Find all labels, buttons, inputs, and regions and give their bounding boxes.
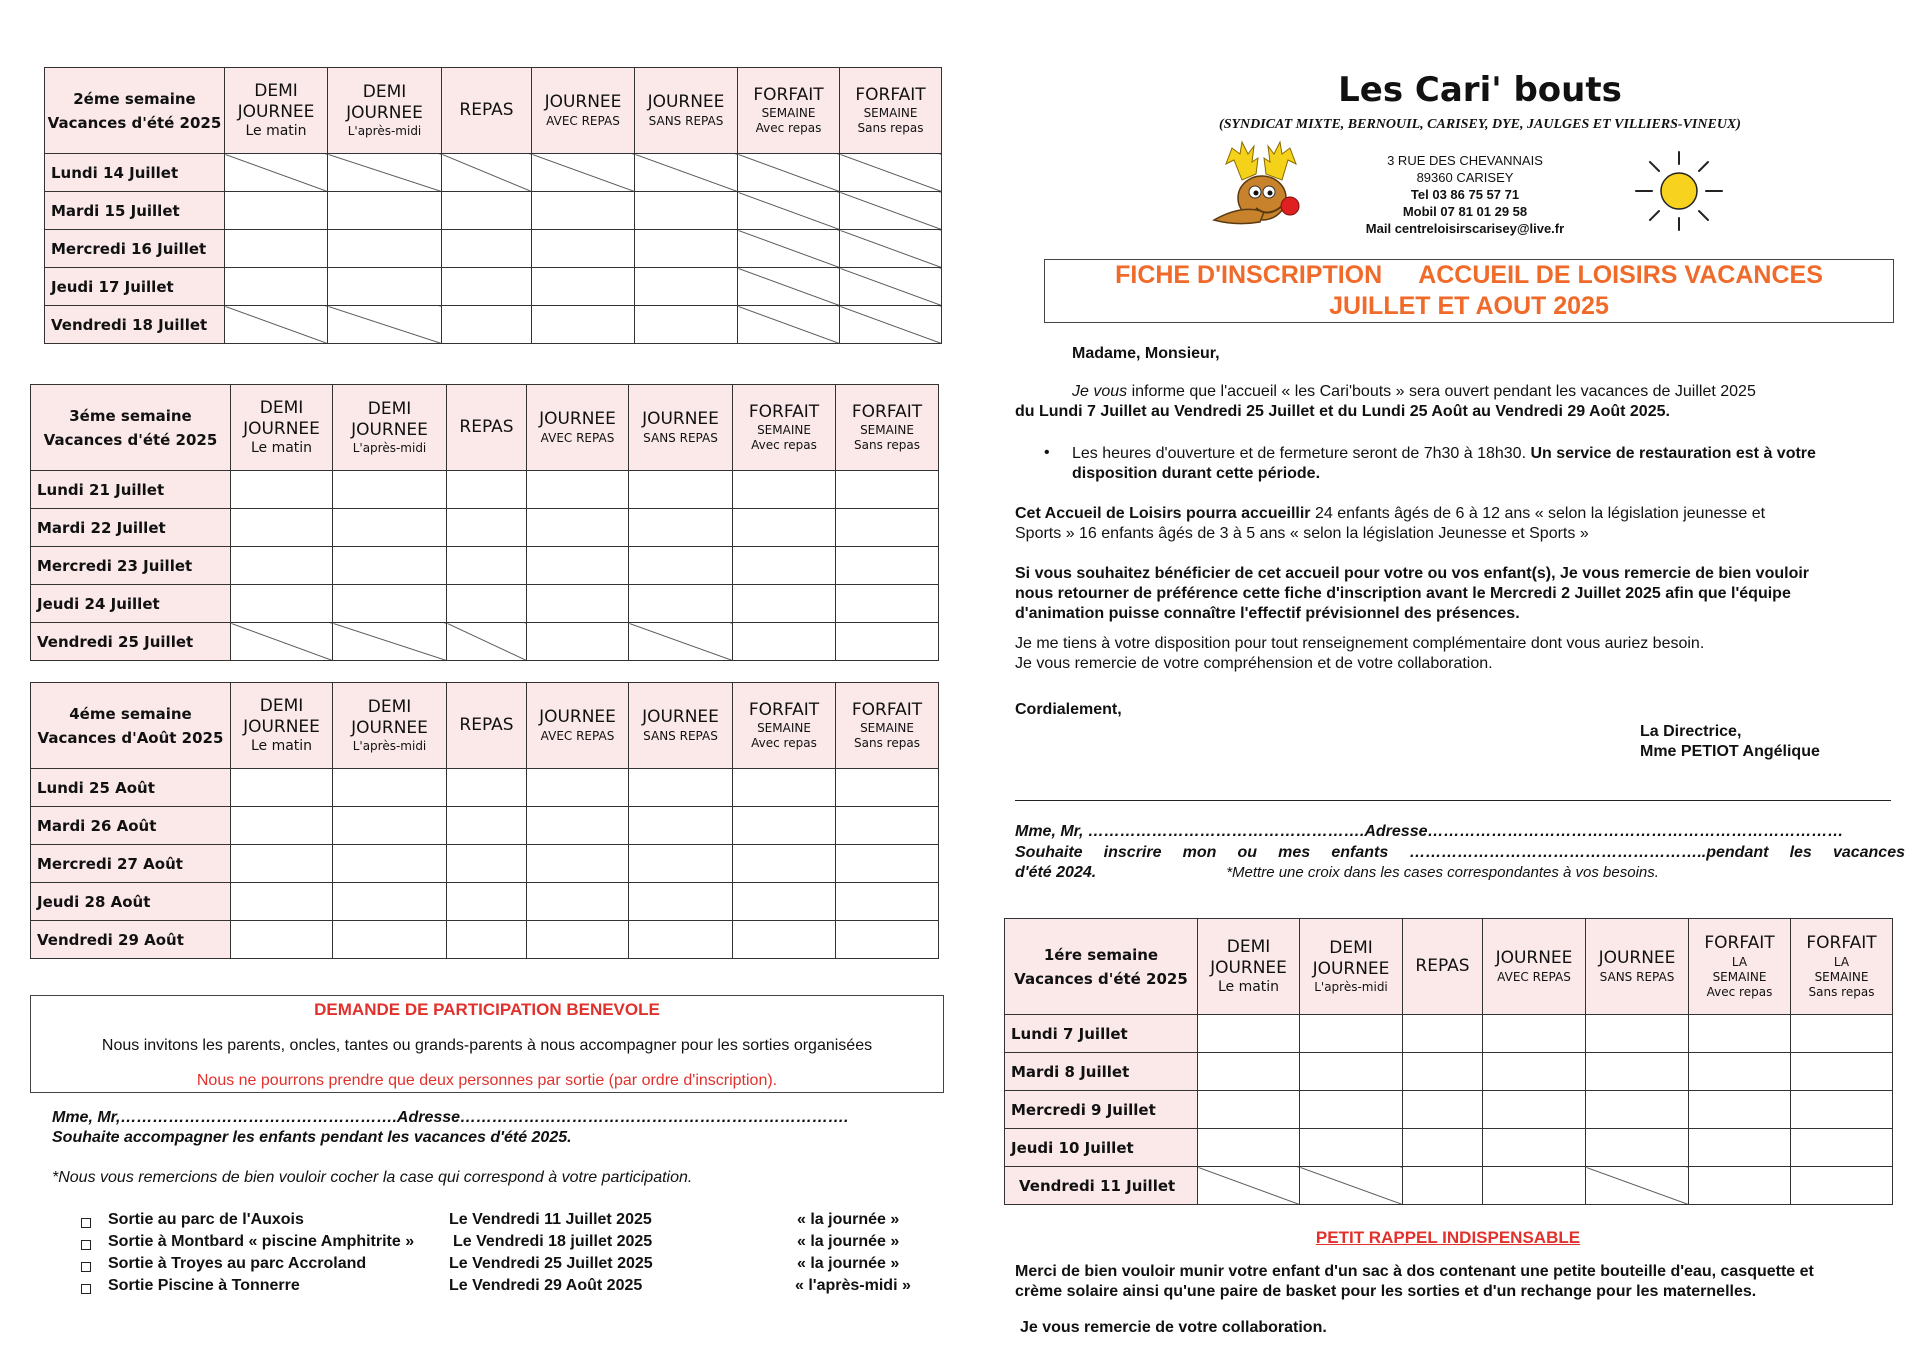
week-header [45,68,225,154]
checkbox-cell[interactable] [527,769,629,807]
day-label: Jeudi 28 Août [31,883,231,921]
checkbox-cell[interactable] [532,268,635,306]
checkbox-cell[interactable] [333,921,447,959]
table-row [1005,1167,1893,1205]
col-forfait-sans-repas: FORFAIT SEMAINE Sans repas [840,68,942,154]
table-row [45,154,942,192]
checkbox-cell[interactable] [836,471,939,509]
checkbox-cell [1586,1167,1689,1205]
checkbox-cell[interactable] [231,509,333,547]
checkbox-cell[interactable] [231,807,333,845]
phone: Tel 03 86 75 57 71 [1410,187,1520,202]
checkbox-cell [738,192,840,230]
checkbox-cell[interactable] [1586,1091,1689,1129]
checkbox-cell[interactable] [333,807,447,845]
checkbox-cell[interactable] [527,471,629,509]
checkbox-cell[interactable] [225,230,328,268]
checkbox-cell[interactable] [1483,1129,1586,1167]
checkbox-cell[interactable] [733,807,836,845]
checkbox-cell[interactable] [733,471,836,509]
table-row [31,883,939,921]
col-repas: REPAS [1403,919,1483,1015]
col-journee-avec-repas: JOURNEE AVEC REPAS [1483,919,1586,1015]
week-period: Vacances d'été 2025 [1014,969,1188,988]
checkbox-cell[interactable] [447,547,527,585]
table-row [45,230,942,268]
sortie-name: Sortie au parc de l'Auxois [108,1211,304,1228]
day-label: Mardi 8 Juillet [1005,1053,1198,1091]
checkbox-cell[interactable] [231,845,333,883]
checkbox-cell[interactable] [733,769,836,807]
col-demi-apres-midi: DEMI JOURNEE L'après-midi [333,683,447,769]
bullet-icon: • [1044,444,1050,461]
sortie-name: Sortie à Troyes au parc Accroland [108,1255,367,1272]
checkbox-cell[interactable] [231,585,333,623]
checkbox-cell[interactable] [635,268,738,306]
day-label: Mercredi 16 Juillet [45,230,225,268]
col-journee-sans-repas: JOURNEE SANS REPAS [635,68,738,154]
mobile: Mobil 07 81 01 29 58 [1402,204,1528,219]
checkbox-cell[interactable] [733,845,836,883]
table-row [31,623,939,661]
checkbox-cell [840,154,942,192]
day-label: Lundi 7 Juillet [1005,1015,1198,1053]
day-label: Vendredi 25 Juillet [31,623,231,661]
col-forfait-avec-repas: FORFAIT SEMAINE Avec repas [738,68,840,154]
checkbox-cell[interactable] [527,845,629,883]
checkbox-cell [840,192,942,230]
benevole-title: DEMANDE DE PARTICIPATION BENEVOLE [314,1000,660,1019]
email[interactable]: Mail centreloisirscarisey@live.fr [1365,221,1565,236]
fiche-period: JUILLET ET AOUT 2025 [1329,292,1609,320]
sortie-date: Le Vendredi 11 Juillet 2025 [449,1211,652,1228]
address-line-1: 3 RUE DES CHEVANNAIS [1387,153,1543,168]
checkbox-cell[interactable] [447,845,527,883]
checkbox-cell[interactable] [1689,1015,1791,1053]
letter-hours: Les heures d'ouverture et de fermeture seront de 7h30 à 18h30. Un service de restauration est à votre [1072,445,1816,462]
checkbox-cell [840,306,942,344]
rappel-text: Merci de bien vouloir munir votre enfant d'un sac à dos contenant une petite bouteille d'eau, casquette et crème solaire ainsi qu'une paire de basket pour les sorties et d'un rechange pour les maternelles. [1015,1263,1814,1300]
checkbox-cell[interactable] [447,883,527,921]
col-journee-avec-repas: JOURNEE AVEC REPAS [527,385,629,471]
checkbox-cell[interactable] [1300,1015,1403,1053]
col-repas: REPAS [447,385,527,471]
col-journee-avec-repas: JOURNEE AVEC REPAS [527,683,629,769]
contact-block [1330,152,1600,237]
benevole-limit: Nous ne pourrons prendre que deux personnes par sortie (par ordre d'inscription). [196,1072,778,1089]
checkbox-cell [738,154,840,192]
checkbox-cell[interactable] [733,623,836,661]
checkbox-cell[interactable] [442,230,532,268]
rappel-title: PETIT RAPPEL INDISPENSABLE [1315,1228,1581,1247]
col-demi-matin: DEMI JOURNEE Le matin [231,385,333,471]
table-row [45,192,942,230]
checkbox-cell[interactable] [1403,1129,1483,1167]
checkbox-cell[interactable] [1483,1167,1586,1205]
checkbox-cell[interactable] [1198,1129,1300,1167]
checkbox-cell[interactable] [328,230,442,268]
table-row [31,769,939,807]
checkbox-cell[interactable] [1791,1129,1893,1167]
checkbox-cell [231,623,333,661]
rappel-thanks: Je vous remercie de votre collaboration. [1020,1319,1327,1336]
week-label: 4éme semaine [69,704,192,723]
table-row [1005,1015,1893,1053]
sortie-period: « la journée » [797,1211,900,1228]
day-label: Lundi 14 Juillet [45,154,225,192]
checkbox-cell[interactable] [1791,1167,1893,1205]
checkbox-cell[interactable] [1198,1015,1300,1053]
checkbox-cell [635,154,738,192]
table-row [31,845,939,883]
registration-form-line[interactable]: Souhaite inscrire mon ou mes enfants ………………………………………………..pendant les vacances [1015,844,1905,861]
col-demi-matin: DEMI JOURNEE Le matin [231,683,333,769]
checkbox-cell[interactable] [527,585,629,623]
checkbox-cell[interactable] [635,192,738,230]
col-forfait-avec-repas: FORFAIT LA SEMAINE Avec repas [1689,919,1791,1015]
col-journee-sans-repas: JOURNEE SANS REPAS [629,385,733,471]
letter-paragraph-1: Je vous informe que l'accueil « les Cari'bouts » sera ouvert pendant les vacances de Juillet 2025 [1072,383,1756,400]
week-label: 3éme semaine [69,406,192,425]
org-title: Les Cari' bouts [1338,70,1622,110]
checkbox-cell[interactable] [635,230,738,268]
checkbox-cell [447,623,527,661]
checkbox-cell[interactable] [447,921,527,959]
checkbox-cell[interactable] [1689,1053,1791,1091]
day-label: Mardi 26 Août [31,807,231,845]
sortie-name: Sortie Piscine à Tonnerre [108,1277,300,1294]
checkbox-cell[interactable] [328,192,442,230]
checkbox-cell [328,154,442,192]
col-repas: REPAS [447,683,527,769]
checkbox-cell [840,268,942,306]
col-demi-apres-midi: DEMI JOURNEE L'après-midi [1300,919,1403,1015]
checkbox-cell[interactable] [836,921,939,959]
checkbox-cell[interactable] [231,883,333,921]
checkbox-cell[interactable] [333,471,447,509]
checkbox-cell [328,306,442,344]
checkbox-cell [840,230,942,268]
col-demi-matin: DEMI JOURNEE Le matin [1198,919,1300,1015]
letter-capacity: Cet Accueil de Loisirs pourra accueillir 24 enfants âgés de 6 à 12 ans « selon la législation jeunesse et [1015,505,1766,522]
checkbox-cell[interactable] [836,623,939,661]
week-header [1005,919,1198,1015]
checkbox-cell[interactable] [629,807,733,845]
sortie-checkbox[interactable] [81,1262,91,1272]
sortie-date: Le Vendredi 29 Août 2025 [449,1277,643,1294]
sortie-period: « la journée » [797,1233,900,1250]
checkbox-cell[interactable] [333,547,447,585]
checkbox-cell [738,268,840,306]
checkbox-cell[interactable] [836,845,939,883]
checkbox-cell[interactable] [836,807,939,845]
checkbox-cell[interactable] [1483,1091,1586,1129]
checkbox-cell[interactable] [527,547,629,585]
sortie-checkbox[interactable] [81,1218,91,1228]
checkbox-cell[interactable] [1791,1091,1893,1129]
col-forfait-sans-repas: FORFAIT LA SEMAINE Sans repas [1791,919,1893,1015]
checkbox-cell[interactable] [629,845,733,883]
checkbox-cell[interactable] [1403,1053,1483,1091]
checkbox-cell[interactable] [629,547,733,585]
day-label: Jeudi 10 Juillet [1005,1129,1198,1167]
checkbox-cell[interactable] [532,306,635,344]
checkbox-cell[interactable] [1791,1015,1893,1053]
day-label: Jeudi 17 Juillet [45,268,225,306]
checkbox-cell[interactable] [1791,1053,1893,1091]
checkbox-cell[interactable] [1403,1091,1483,1129]
letter-dates: du Lundi 7 Juillet au Vendredi 25 Juillet et du Lundi 25 Août au Vendredi 29 Août 2025. [1015,403,1670,420]
day-label: Vendredi 18 Juillet [45,306,225,344]
fiche-subtitle: ACCUEIL DE LOISIRS VACANCES [1418,261,1823,289]
checkbox-cell[interactable] [635,306,738,344]
checkbox-cell[interactable] [527,509,629,547]
checkbox-cell[interactable] [1403,1015,1483,1053]
checkbox-cell[interactable] [733,585,836,623]
col-forfait-sans-repas: FORFAIT SEMAINE Sans repas [836,385,939,471]
checkbox-cell[interactable] [836,585,939,623]
col-demi-apres-midi: DEMI JOURNEE L'après-midi [333,385,447,471]
col-repas: REPAS [442,68,532,154]
checkbox-cell[interactable] [328,268,442,306]
fiche-title-box [1044,259,1894,323]
col-journee-sans-repas: JOURNEE SANS REPAS [1586,919,1689,1015]
checkbox-cell[interactable] [442,268,532,306]
checkbox-cell[interactable] [442,306,532,344]
checkbox-cell [1198,1167,1300,1205]
schedule-table-week-3 [30,384,939,661]
checkbox-cell[interactable] [527,807,629,845]
week-period: Vacances d'Août 2025 [37,728,224,747]
col-journee-sans-repas: JOURNEE SANS REPAS [629,683,733,769]
closing: Cordialement, [1015,701,1122,718]
address-line-2: 89360 CARISEY [1416,170,1514,185]
schedule-table-week-4 [30,682,939,959]
sortie-name: Sortie à Montbard « piscine Amphitrite » [108,1233,415,1250]
checkbox-cell[interactable] [1300,1129,1403,1167]
checkbox-cell [738,230,840,268]
checkbox-cell[interactable] [1689,1091,1791,1129]
table-row [45,306,942,344]
checkbox-cell[interactable] [629,509,733,547]
col-forfait-sans-repas: FORFAIT SEMAINE Sans repas [836,683,939,769]
sortie-checkbox[interactable] [81,1240,91,1250]
table-row [1005,1091,1893,1129]
fiche-title: FICHE D'INSCRIPTION [1115,261,1383,289]
checkbox-cell[interactable] [333,845,447,883]
letter-availability: Je me tiens à votre disposition pour tout renseignement complémentaire dont vous auriez besoin. Je vous remercie de votre compréhension et de votre collaboration. [1015,635,1705,672]
checkbox-cell [629,623,733,661]
col-journee-avec-repas: JOURNEE AVEC REPAS [532,68,635,154]
checkbox-cell[interactable] [836,883,939,921]
checkbox-cell[interactable] [231,471,333,509]
schedule-table-week-2 [44,67,942,344]
table-row [31,471,939,509]
table-row [31,921,939,959]
table-row [45,268,942,306]
checkbox-cell[interactable] [733,921,836,959]
reindeer-logo-icon [1212,140,1336,240]
day-label: Mercredi 23 Juillet [31,547,231,585]
checkbox-cell[interactable] [231,769,333,807]
checkbox-cell[interactable] [333,509,447,547]
checkbox-cell[interactable] [629,921,733,959]
week-header [31,385,231,471]
day-label: Mercredi 9 Juillet [1005,1091,1198,1129]
week-label: 1ére semaine [1043,945,1159,964]
checkbox-cell[interactable] [629,769,733,807]
checkbox-cell[interactable] [1586,1015,1689,1053]
checkbox-cell[interactable] [1586,1129,1689,1167]
checkbox-cell[interactable] [333,883,447,921]
checkbox-cell [1300,1167,1403,1205]
checkbox-cell[interactable] [836,509,939,547]
day-label: Vendredi 29 Août [31,921,231,959]
registration-note: d'été 2024. *Mettre une croix dans les cases correspondantes à vos besoins. [1015,864,1659,881]
sortie-date: Le Vendredi 18 juillet 2025 [453,1233,653,1250]
checkbox-cell [442,154,532,192]
checkbox-cell[interactable] [733,509,836,547]
signature: La Directrice, Mme PETIOT Angélique [1640,723,1820,760]
checkbox-cell[interactable] [527,883,629,921]
benevole-invitation: Nous invitons les parents, oncles, tantes ou grands-parents à nous accompagner pour les sorties organisées [101,1037,873,1054]
letter-capacity-cont: Sports » 16 enfants âgés de 3 à 5 ans « selon la législation Jeunesse et Sports » [1015,525,1589,542]
sortie-period: « la journée » [797,1255,900,1272]
col-forfait-avec-repas: FORFAIT SEMAINE Avec repas [733,385,836,471]
table-row [31,585,939,623]
benevole-note: *Nous vous remercions de bien vouloir cocher la case qui correspond à votre participation. [52,1169,693,1186]
checkbox-cell[interactable] [1586,1053,1689,1091]
day-label: Lundi 21 Juillet [31,471,231,509]
checkbox-cell[interactable] [333,585,447,623]
checkbox-cell[interactable] [1198,1053,1300,1091]
day-label: Vendredi 11 Juillet [1005,1167,1198,1205]
checkbox-cell[interactable] [447,769,527,807]
col-demi-apres-midi: DEMI JOURNEE L'après-midi [328,68,442,154]
checkbox-cell[interactable] [629,471,733,509]
checkbox-cell [225,154,328,192]
checkbox-cell[interactable] [532,230,635,268]
sortie-checkbox[interactable] [81,1284,91,1294]
day-label: Lundi 25 Août [31,769,231,807]
checkbox-cell[interactable] [836,547,939,585]
checkbox-cell[interactable] [447,471,527,509]
checkbox-cell[interactable] [447,807,527,845]
table-row [1005,1129,1893,1167]
table-row [1005,1053,1893,1091]
checkbox-cell[interactable] [1483,1015,1586,1053]
checkbox-cell[interactable] [1403,1167,1483,1205]
org-subtitle: (SYNDICAT MIXTE, BERNOUIL, CARISEY, DYE, JAULGES ET VILLIERS-VINEUX) [1219,117,1741,132]
checkbox-cell [532,154,635,192]
checkbox-cell[interactable] [231,921,333,959]
checkbox-cell [738,306,840,344]
checkbox-cell [225,306,328,344]
sortie-date: Le Vendredi 25 Juillet 2025 [449,1255,653,1272]
checkbox-cell[interactable] [527,921,629,959]
week-header [31,683,231,769]
day-label: Mardi 22 Juillet [31,509,231,547]
week-period: Vacances d'été 2025 [43,430,218,449]
letter-hours-cont: disposition durant cette période. [1072,465,1321,482]
day-label: Jeudi 24 Juillet [31,585,231,623]
sun-icon [1632,148,1726,234]
checkbox-cell[interactable] [532,192,635,230]
week-label: 2éme semaine [73,89,196,108]
table-row [31,547,939,585]
checkbox-cell[interactable] [1483,1053,1586,1091]
checkbox-cell[interactable] [1300,1053,1403,1091]
col-demi-matin: DEMI JOURNEE Le matin [225,68,328,154]
checkbox-cell[interactable] [1300,1091,1403,1129]
checkbox-cell[interactable] [1689,1167,1791,1205]
sortie-period: « l'après-midi » [795,1277,911,1294]
week-period: Vacances d'été 2025 [47,113,222,132]
checkbox-cell[interactable] [629,883,733,921]
checkbox-cell[interactable] [225,268,328,306]
checkbox-cell[interactable] [447,585,527,623]
benevole-form-line[interactable]: Mme, Mr,…………………………………………….Adresse………………………………………………………………. [52,1109,849,1126]
table-row [31,509,939,547]
table-row [31,807,939,845]
checkbox-cell[interactable] [225,192,328,230]
checkbox-cell[interactable] [231,547,333,585]
checkbox-cell[interactable] [442,192,532,230]
day-label: Mercredi 27 Août [31,845,231,883]
col-forfait-avec-repas: FORFAIT SEMAINE Avec repas [733,683,836,769]
checkbox-cell[interactable] [733,883,836,921]
schedule-table-week-1 [1004,918,1893,1205]
checkbox-cell [333,623,447,661]
checkbox-cell[interactable] [1689,1129,1791,1167]
checkbox-cell[interactable] [836,769,939,807]
greeting: Madame, Monsieur, [1072,345,1220,362]
letter-request: Si vous souhaitez bénéficier de cet accueil pour votre ou vos enfant(s), Je vous remercie de bien vouloir nous retourner de préférence cette fiche d'inscription avant le Mercredi 2 Juillet 2025 afin que l'équipe d'animation puisse connaître l'effectif prévisionnel des présences. [1015,565,1810,622]
divider [1015,800,1891,801]
checkbox-cell[interactable] [629,585,733,623]
benevole-form-line: Souhaite accompagner les enfants pendant les vacances d'été 2025. [52,1129,572,1146]
checkbox-cell[interactable] [333,769,447,807]
checkbox-cell[interactable] [447,509,527,547]
day-label: Mardi 15 Juillet [45,192,225,230]
checkbox-cell[interactable] [733,547,836,585]
checkbox-cell[interactable] [1198,1091,1300,1129]
registration-form-line[interactable]: Mme, Mr, …………………………………………….Adresse…………………………………………………………………… [1015,823,1844,840]
checkbox-cell[interactable] [527,623,629,661]
